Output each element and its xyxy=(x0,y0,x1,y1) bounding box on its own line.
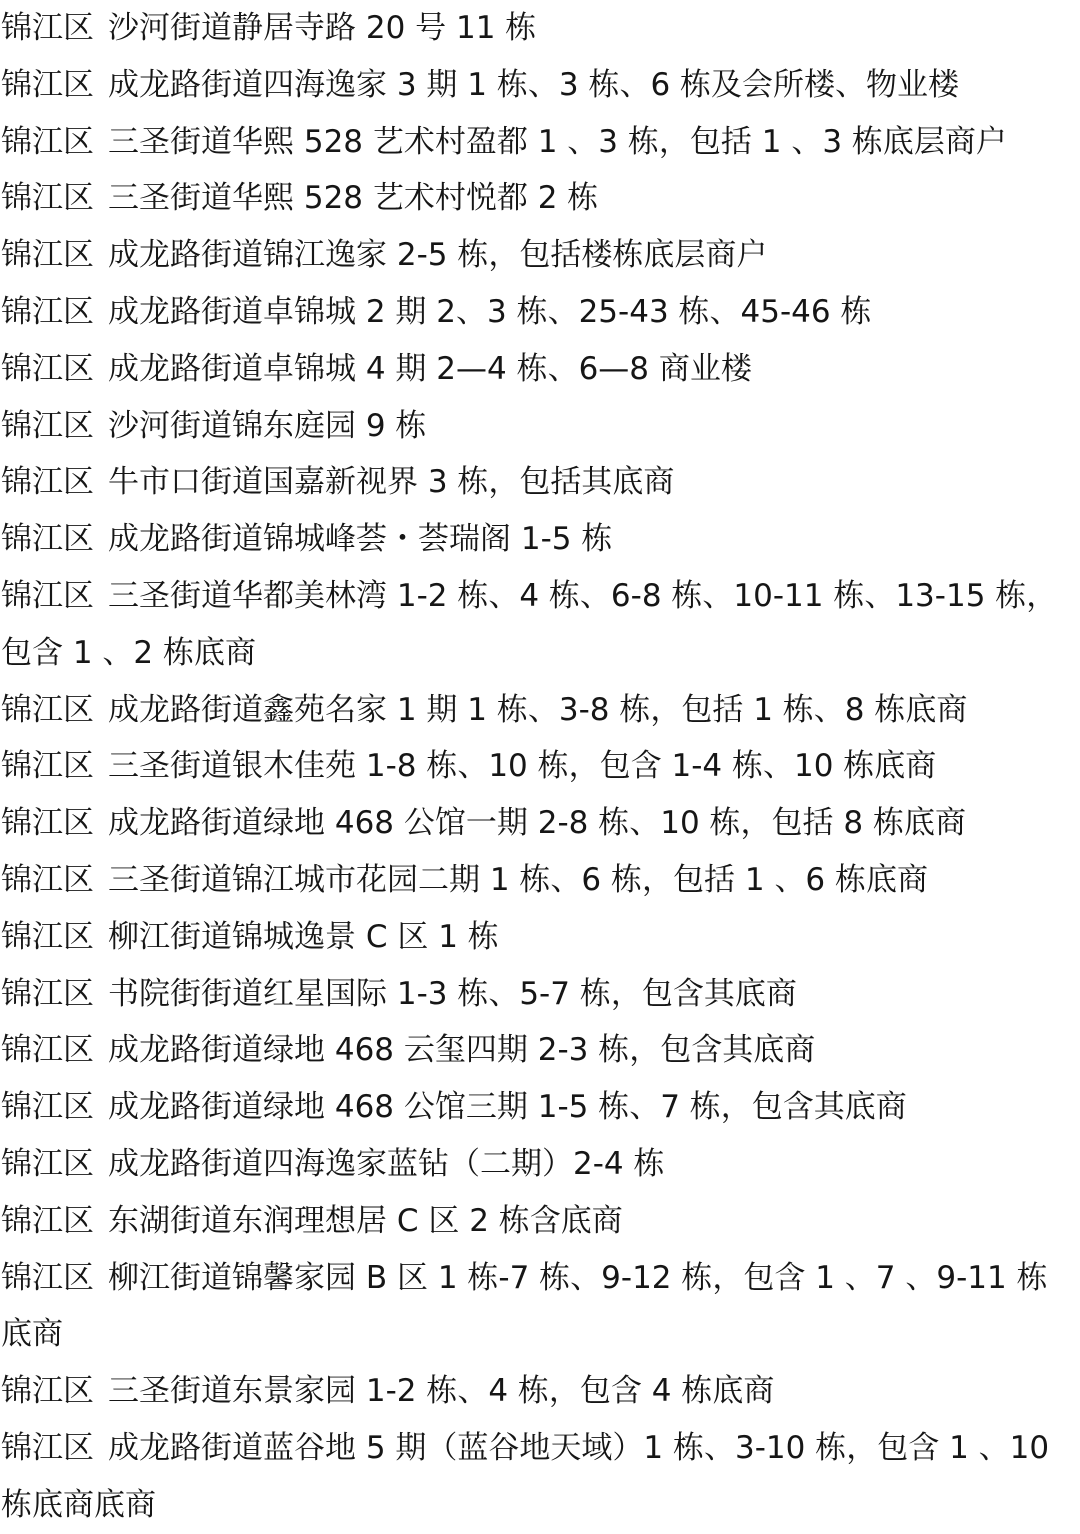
entry-text: 成龙路街道锦江逸家 2-5 栋，包括楼栋底层商户 xyxy=(108,237,768,274)
entry-text: 三圣街道华熙 528 艺术村悦都 2 栋 xyxy=(108,180,599,217)
list-item xyxy=(0,1136,1080,1193)
list-item xyxy=(0,284,1080,341)
district-label: 锦江区 xyxy=(1,237,94,274)
district-label: 锦江区 xyxy=(1,805,94,842)
entry-text: 柳江街道锦城逸景 C 区 1 栋 xyxy=(108,918,499,955)
district-label: 锦江区 xyxy=(1,748,94,785)
district-label: 锦江区 xyxy=(1,123,94,160)
entry-text: 成龙路街道卓锦城 4 期 2—4 栋、6—8 商业楼 xyxy=(108,350,752,387)
district-label: 锦江区 xyxy=(1,407,94,444)
entry-text: 东湖街道东润理想居 C 区 2 栋含底商 xyxy=(108,1202,623,1239)
list-item xyxy=(0,568,1080,625)
list-item-continuation xyxy=(0,625,1080,682)
entry-text: 三圣街道锦江城市花园二期 1 栋、6 栋，包括 1 、6 栋底商 xyxy=(108,861,929,898)
district-label: 锦江区 xyxy=(1,691,94,728)
district-label: 锦江区 xyxy=(1,66,94,103)
list-item xyxy=(0,909,1080,966)
district-label: 锦江区 xyxy=(1,1429,94,1466)
entry-text: 三圣街道华熙 528 艺术村盈都 1 、3 栋，包括 1 、3 栋底层商户 xyxy=(108,123,1007,160)
district-label: 锦江区 xyxy=(1,521,94,558)
list-item xyxy=(0,227,1080,284)
list-item xyxy=(0,511,1080,568)
entry-text: 成龙路街道蓝谷地 5 期（蓝谷地天域）1 栋、3-10 栋，包含 1 、10 xyxy=(108,1429,1050,1466)
list-item xyxy=(0,852,1080,909)
entry-text: 牛市口街道国嘉新视界 3 栋，包括其底商 xyxy=(108,464,675,501)
district-label: 锦江区 xyxy=(1,1373,94,1410)
district-label: 锦江区 xyxy=(1,1032,94,1069)
district-label: 锦江区 xyxy=(1,918,94,955)
list-item xyxy=(0,966,1080,1023)
district-label: 锦江区 xyxy=(1,10,94,46)
district-label: 锦江区 xyxy=(1,577,94,614)
entry-text: 底商 xyxy=(1,1316,63,1353)
list-item-continuation xyxy=(0,1477,1080,1534)
list-item xyxy=(0,114,1080,171)
list-item xyxy=(0,795,1080,852)
district-label: 锦江区 xyxy=(1,1259,94,1296)
list-item-continuation xyxy=(0,1306,1080,1363)
list-item xyxy=(0,1193,1080,1250)
district-label: 锦江区 xyxy=(1,180,94,217)
list-item xyxy=(0,1363,1080,1420)
entry-text: 成龙路街道四海逸家 3 期 1 栋、3 栋、6 栋及会所楼、物业楼 xyxy=(108,66,960,103)
entry-text: 成龙路街道鑫苑名家 1 期 1 栋、3-8 栋，包括 1 栋、8 栋底商 xyxy=(108,691,968,728)
district-label: 锦江区 xyxy=(1,293,94,330)
entry-text: 成龙路街道卓锦城 2 期 2、3 栋、25-43 栋、45-46 栋 xyxy=(108,293,872,330)
district-label: 锦江区 xyxy=(1,1202,94,1239)
district-label: 锦江区 xyxy=(1,1145,94,1182)
list-item xyxy=(0,341,1080,398)
entry-text: 三圣街道华都美林湾 1-2 栋、4 栋、6-8 栋、10-11 栋、13-15 栋， xyxy=(108,577,1058,614)
list-item xyxy=(0,1420,1080,1477)
list-item xyxy=(0,57,1080,114)
entry-text: 成龙路街道绿地 468 公馆一期 2-8 栋、10 栋，包括 8 栋底商 xyxy=(108,805,966,842)
entry-text: 栋底商底商 xyxy=(1,1486,156,1523)
list-item xyxy=(0,1250,1080,1307)
entry-text: 成龙路街道锦城峰荟・荟瑞阁 1-5 栋 xyxy=(108,521,613,558)
entry-text: 成龙路街道四海逸家蓝钻（二期）2-4 栋 xyxy=(108,1145,665,1182)
district-label: 锦江区 xyxy=(1,1089,94,1126)
entry-text: 三圣街道银木佳苑 1-8 栋、10 栋，包含 1-4 栋、10 栋底商 xyxy=(108,748,937,785)
entry-text: 成龙路街道绿地 468 公馆三期 1-5 栋、7 栋，包含其底商 xyxy=(108,1089,907,1126)
list-item xyxy=(0,454,1080,511)
list-item xyxy=(0,0,1080,57)
list-item xyxy=(0,170,1080,227)
entry-text: 沙河街道锦东庭园 9 栋 xyxy=(108,407,427,444)
district-label: 锦江区 xyxy=(1,861,94,898)
list-item xyxy=(0,738,1080,795)
district-label: 锦江区 xyxy=(1,464,94,501)
entry-text: 包含 1 、2 栋底商 xyxy=(1,634,257,671)
entry-text: 三圣街道东景家园 1-2 栋、4 栋，包含 4 栋底商 xyxy=(108,1373,775,1410)
entry-text: 成龙路街道绿地 468 云玺四期 2-3 栋，包含其底商 xyxy=(108,1032,816,1069)
list-item xyxy=(0,398,1080,455)
district-label: 锦江区 xyxy=(1,975,94,1012)
entry-text: 书院街街道红星国际 1-3 栋、5-7 栋，包含其底商 xyxy=(108,975,797,1012)
entry-text: 柳江街道锦馨家园 B 区 1 栋-7 栋、9-12 栋，包含 1 、7 、9-11 栋 xyxy=(108,1259,1048,1296)
list-item xyxy=(0,1022,1080,1079)
entry-text: 沙河街道静居寺路 20 号 11 栋 xyxy=(108,10,537,46)
list-item xyxy=(0,682,1080,739)
list-item xyxy=(0,1079,1080,1136)
district-label: 锦江区 xyxy=(1,350,94,387)
